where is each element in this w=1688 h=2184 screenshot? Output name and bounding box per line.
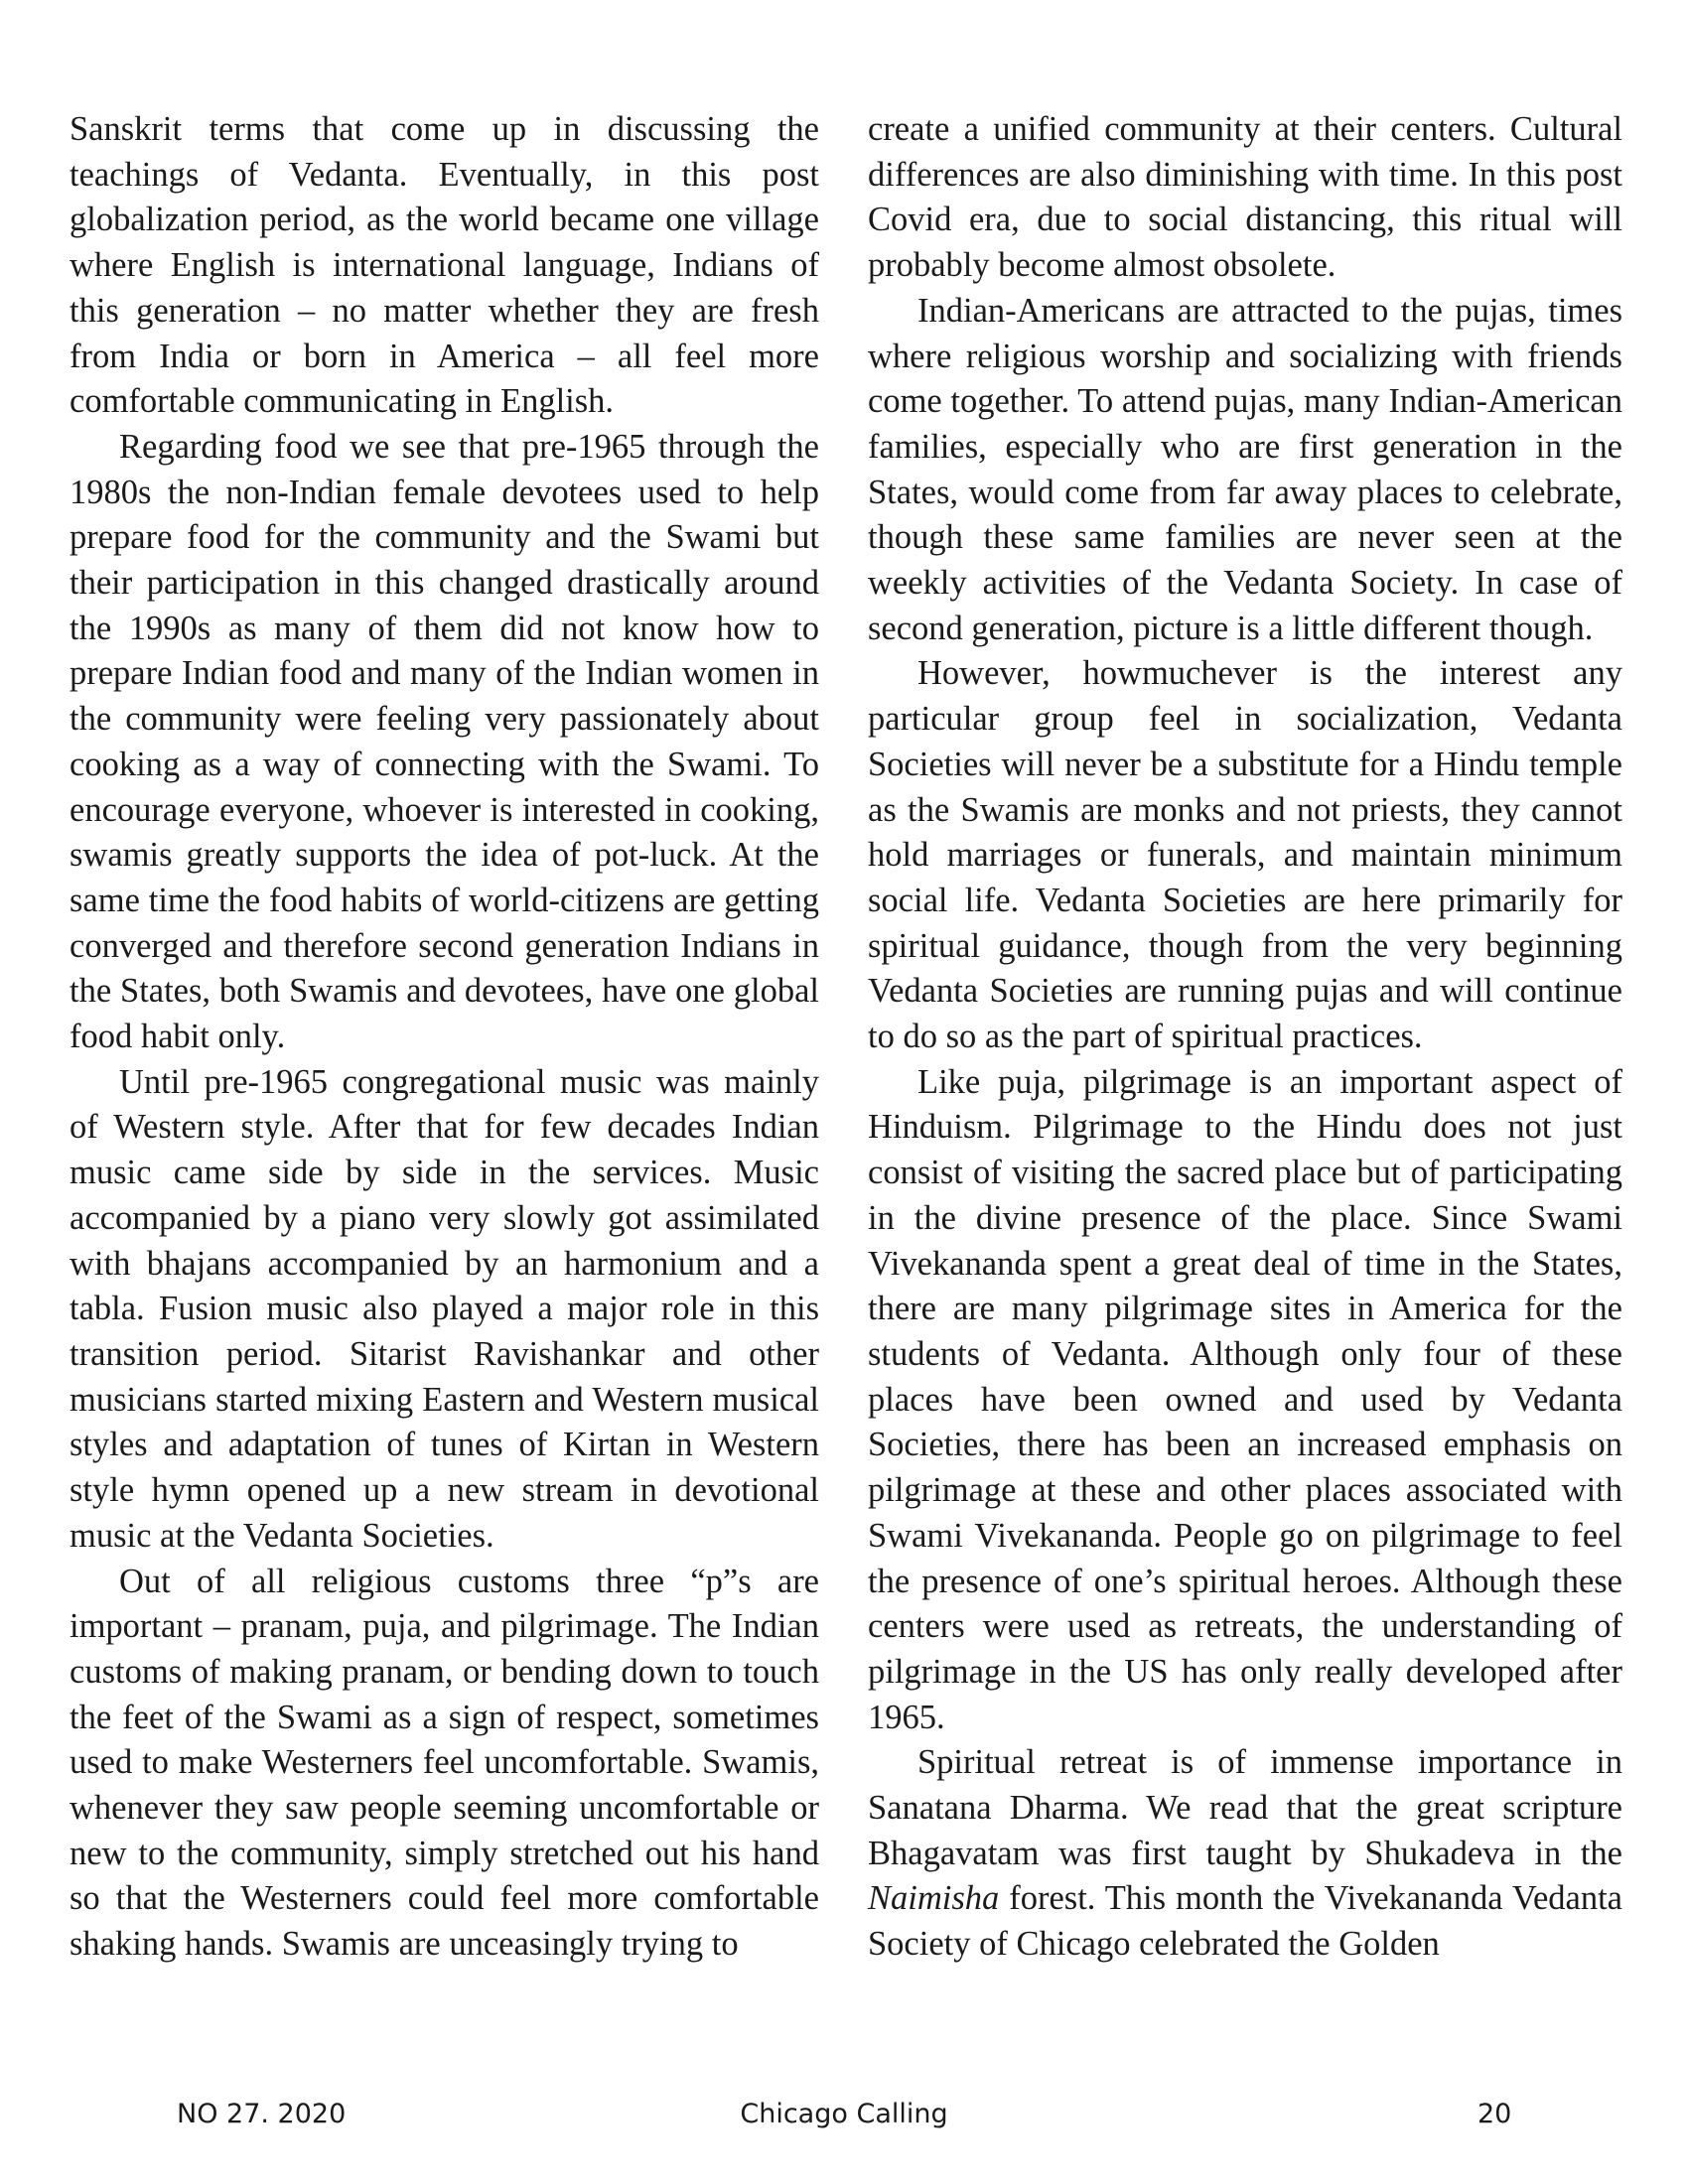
left-column [70, 107, 819, 1968]
right-column [868, 107, 1622, 1968]
retreat-text-start: Spiritual retreat is of immense importance in Sanatana Dharma. We read that the great scripture Bhagavatam was first taught by Shukadeva in the [868, 1743, 1622, 1872]
paragraph-socialization: However, howmuchever is the interest any particular group feel in socialization, Vedanta Societies will never be a substitute for a Hindu temple as the Swamis are monks and not priests, they cannot hold marriages or funerals, and maintain minimum social life. Vedanta Societies are here primarily for spiritual guidance, though from the very beginning Vedanta Societies are running pujas and will continue to do so as the part of spiritual practices. [868, 654, 1622, 1056]
footer-publication-title: Chicago Calling [740, 2099, 948, 2129]
paragraph-unified-community: create a unified community at their centers. Cultural differences are also diminishing with time. In this post Covid era, due to social distancing, this ritual will probably become almost obsolete. [868, 110, 1622, 285]
paragraph-sanskrit-terms: Sanskrit terms that come up in discussing the teachings of Vedanta. Eventually, in this post globalization period, as the world became one village where English is international language, Indians of this generation – no matter whether they are fresh from India or born in America – all feel more comfortable communicating in English. [70, 110, 819, 421]
paragraph-food: Regarding food we see that pre-1965 through the 1980s the non-Indian female devotees used to help prepare food for the community and the Swami but their participation in this changed drastically around the 1990s as many of them did not know how to prepare Indian food and many of the Indian women in the community were feeling very passionately about cooking as a way of connecting with the Swami. To encourage everyone, whoever is interested in cooking, swamis greatly supports the idea of pot-luck. At the same time the food habits of world-citizens are getting converged and therefore second generation Indians in the States, both Swamis and devotees, have one global food habit only. [70, 427, 819, 1056]
paragraph-spiritual-retreat [868, 1740, 1622, 1968]
forest-name-italic: Naimisha [868, 1879, 1000, 1918]
footer-issue-number: NO 27. 2020 [177, 2099, 347, 2129]
retreat-text-end: forest. This month the Vivekananda Vedanta Society of Chicago celebrated the Golden [868, 1879, 1622, 1964]
paragraph-pujas: Indian-Americans are attracted to the pujas, times where religious worship and socializing with friends come together. To attend pujas, many Indian-American families, especially who are first generation in the States, would come from far away places to celebrate, though these same families are never seen at the weekly activities of the Vedanta Society. In case of second generation, picture is a little different though. [868, 291, 1622, 647]
footer-page-number: 20 [1477, 2099, 1512, 2129]
paragraph-religious-customs: Out of all religious customs three “p”s are important – pranam, puja, and pilgrimage. The Indian customs of making pranam, or bending down to touch the feet of the Swami as a sign of respect, sometimes used to make Westerners feel uncomfortable. Swamis, whenever they saw people seeming uncomfortable or new to the community, simply stretched out his hand so that the Westerners could feel more comfortable shaking hands. Swamis are unceasingly trying to [70, 1562, 819, 1964]
paragraph-music: Until pre-1965 congregational music was mainly of Western style. After that for few decades Indian music came side by side in the services. Music accompanied by a piano very slowly got assimilated with bhajans accompanied by an harmonium and a tabla. Fusion music also played a major role in this transition period. Sitarist Ravishankar and other musicians started mixing Eastern and Western musical styles and adaptation of tunes of Kirtan in Western style hymn opened up a new stream in devotional music at the Vedanta Societies. [70, 1062, 819, 1555]
paragraph-pilgrimage: Like puja, pilgrimage is an important aspect of Hinduism. Pilgrimage to the Hindu does not just consist of visiting the sacred place but of participating in the divine presence of the place. Since Swami Vivekananda spent a great deal of time in the States, there are many pilgrimage sites in America for the students of Vedanta. Although only four of these places have been owned and used by Vedanta Societies, there has been an increased emphasis on pilgrimage at these and other places associated with Swami Vivekananda. People go on pilgrimage to feel the presence of one’s spiritual heroes. Although these centers were used as retreats, the understanding of pilgrimage in the US has only really developed after 1965. [868, 1062, 1622, 1736]
